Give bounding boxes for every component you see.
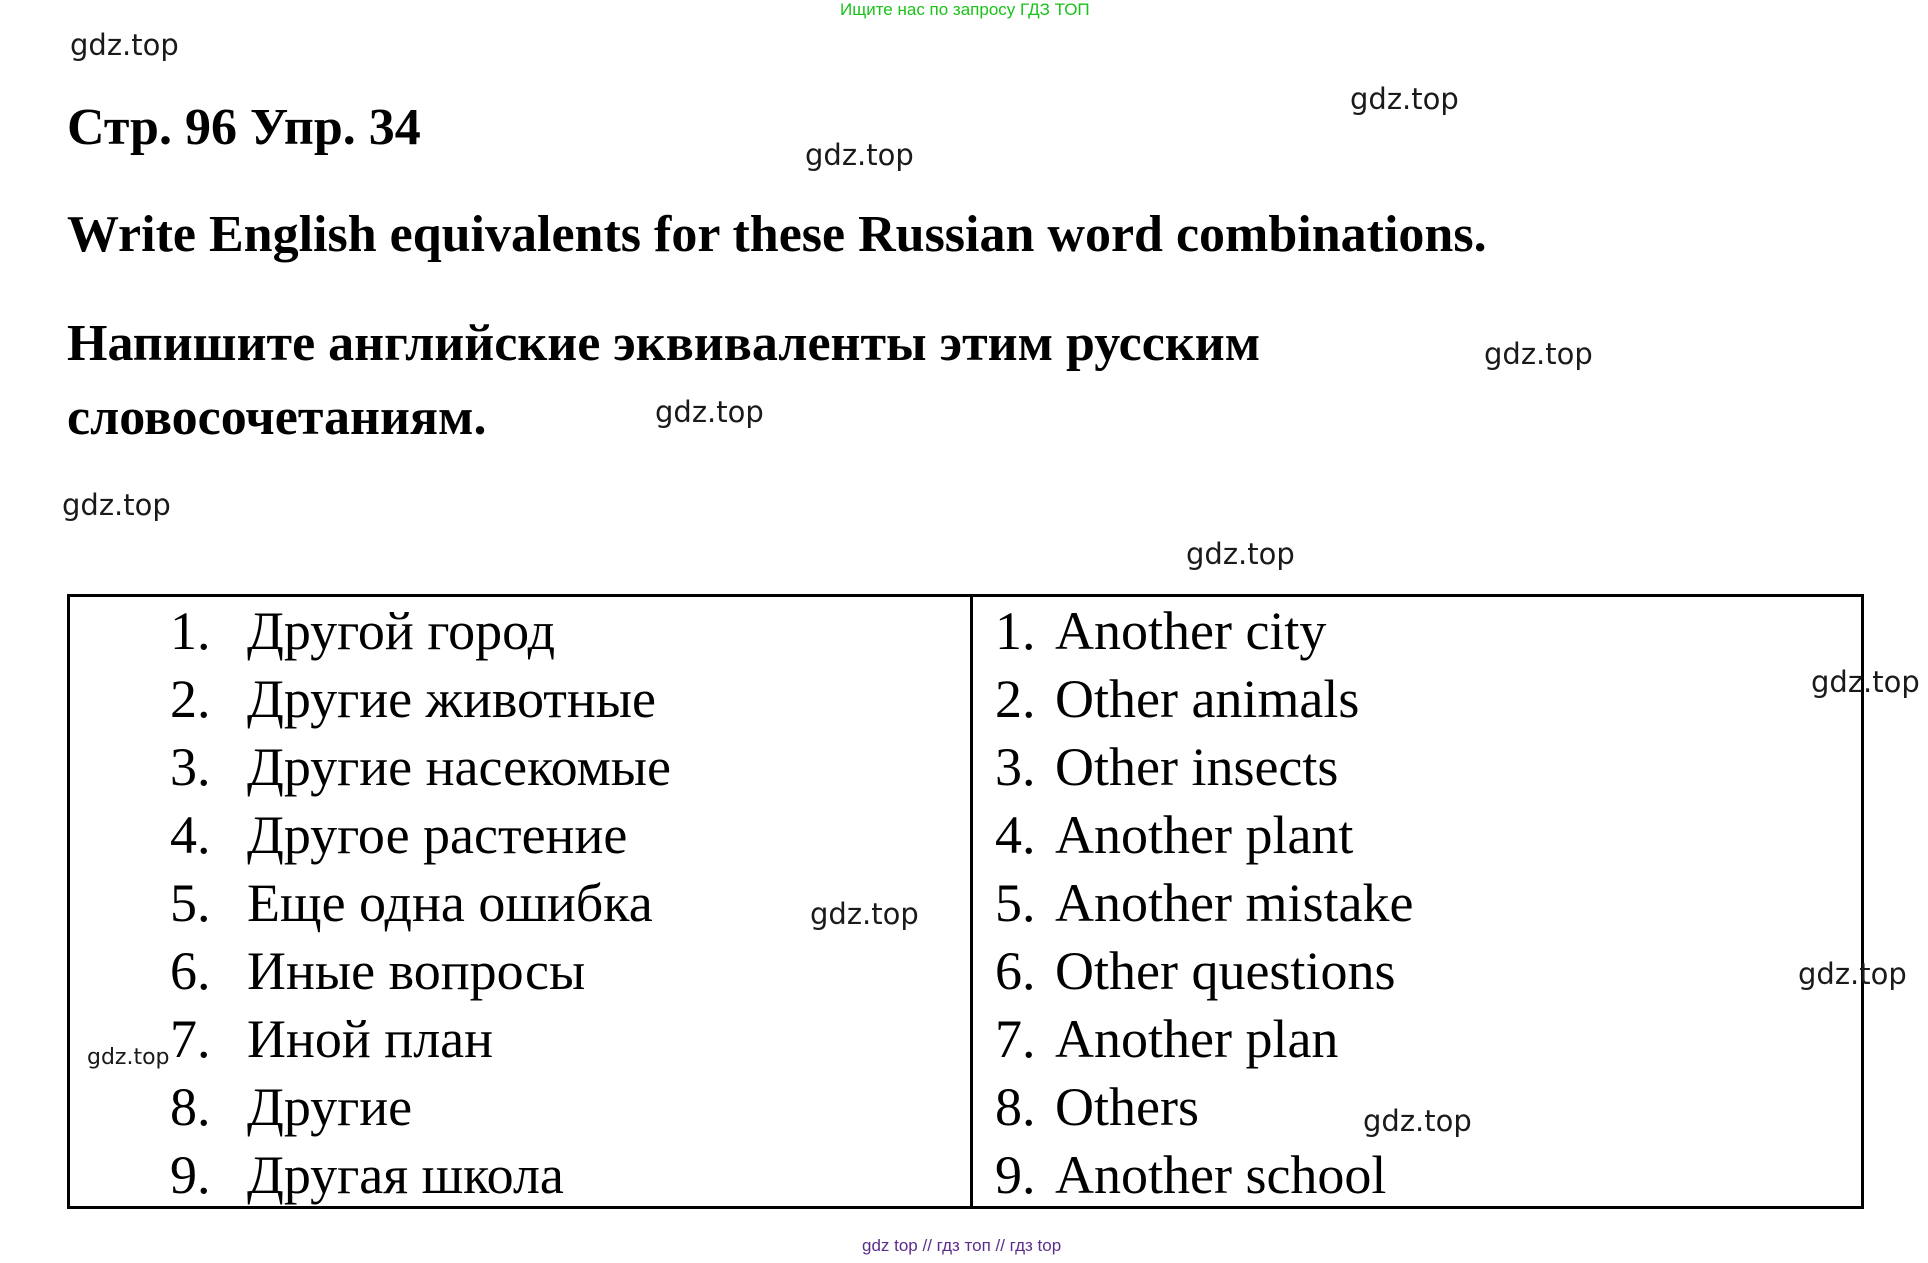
watermark: gdz.top [1186,537,1295,571]
list-item: 7. Иной план [170,1009,494,1069]
watermark: gdz.top [810,897,919,931]
watermark: gdz.top [1798,957,1907,991]
list-item: 3. Other insects [995,737,1339,797]
english-column [973,597,1920,1206]
list-item: 6. Иные вопросы [170,941,586,1001]
watermark: gdz.top [1363,1104,1472,1138]
english-list [995,597,1413,1209]
watermark: gdz.top [1811,665,1920,699]
russian-column [70,597,973,1206]
page-title: Стр. 96 Упр. 34 [67,99,421,156]
list-item: 4. Another plant [995,805,1354,865]
instruction-russian-line2: словосочетаниям. [67,389,487,446]
answer-table [67,594,1920,1209]
footer-links: gdz top // гдз топ // гдз top [862,1236,1062,1255]
instruction-russian-line1: Напишите английские эквиваленты этим русским [67,315,1261,372]
list-item: 9. Другая школа [170,1145,564,1205]
list-item: 6. Other questions [995,941,1396,1001]
watermark: gdz.top [655,395,764,429]
list-item: 5. Еще одна ошибка [170,873,653,933]
watermark: gdz.top [87,1045,170,1070]
watermark: gdz.top [1484,337,1593,371]
list-item: 5. Another mistake [995,873,1414,933]
list-item: 8. Другие [170,1077,413,1137]
list-item: 1. Another city [995,601,1327,661]
watermark: gdz.top [1350,82,1459,116]
list-item: 2. Другие животные [170,669,657,729]
list-item: 7. Another plan [995,1009,1339,1069]
russian-list [170,597,671,1209]
list-item: 1. Другой город [170,601,556,661]
search-banner: Ищите нас по запросу ГДЗ ТОП [840,0,1090,19]
list-item: 8. Others [995,1077,1199,1137]
list-item: 2. Other animals [995,669,1360,729]
list-item: 4. Другое растение [170,805,628,865]
instruction-english: Write English equivalents for these Russian word combinations. [67,206,1487,263]
watermark: gdz.top [62,488,171,522]
watermark: gdz.top [70,28,179,62]
list-item: 3. Другие насекомые [170,737,671,797]
list-item: 9. Another school [995,1145,1387,1205]
watermark: gdz.top [805,138,914,172]
